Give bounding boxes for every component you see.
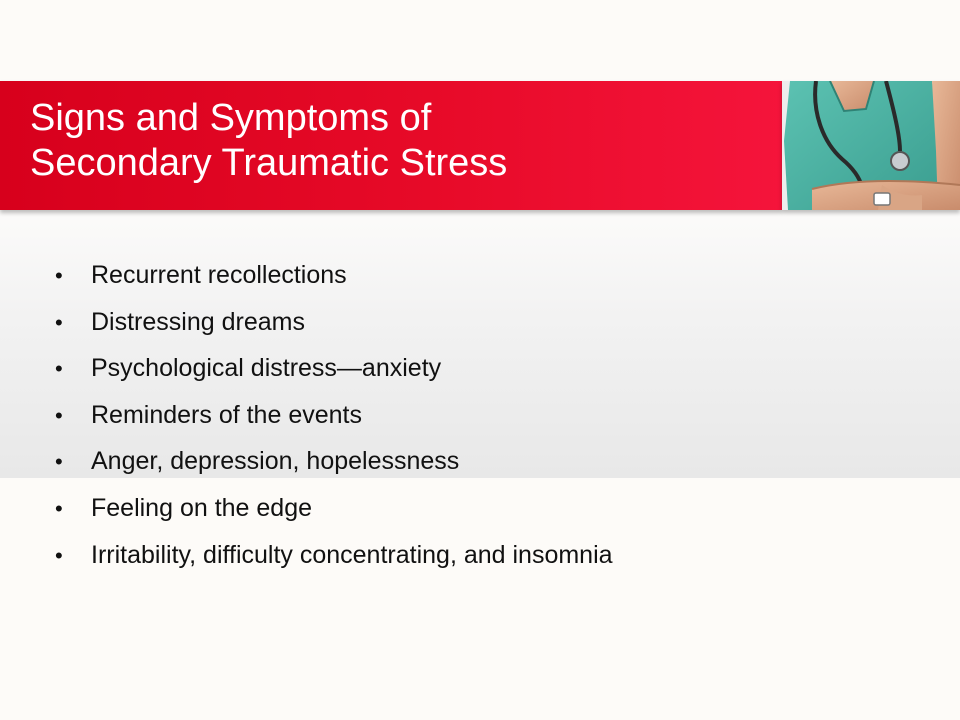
symptom-list — [55, 252, 613, 578]
list-item — [55, 252, 613, 299]
list-item — [55, 532, 613, 579]
bullet-marker: • — [55, 356, 63, 382]
list-item-text: Distressing dreams — [91, 307, 305, 336]
title-line-1: Signs and Symptoms of — [30, 97, 432, 139]
bullet-marker: • — [55, 402, 63, 428]
slide-title — [30, 96, 770, 186]
list-item-text: Anger, depression, hopelessness — [91, 447, 460, 476]
bullet-marker: • — [55, 449, 63, 475]
list-item-text: Reminders of the events — [91, 400, 362, 429]
bullet-marker: • — [55, 309, 63, 335]
list-item — [55, 345, 613, 392]
bullet-marker: • — [55, 542, 63, 568]
list-item — [55, 299, 613, 346]
bullet-marker: • — [55, 495, 63, 521]
list-item-text: Feeling on the edge — [91, 493, 313, 522]
list-item-text: Psychological distress—anxiety — [91, 354, 442, 383]
list-item — [55, 485, 613, 532]
nurse-photo — [782, 81, 960, 210]
list-item-text: Irritability, difficulty concentrating, and insomnia — [91, 540, 613, 569]
list-item-text: Recurrent recollections — [91, 261, 347, 289]
list-item — [55, 392, 613, 439]
bullet-marker: • — [55, 263, 63, 288]
list-item — [55, 438, 613, 485]
title-line-2: Secondary Traumatic Stress — [30, 142, 508, 184]
